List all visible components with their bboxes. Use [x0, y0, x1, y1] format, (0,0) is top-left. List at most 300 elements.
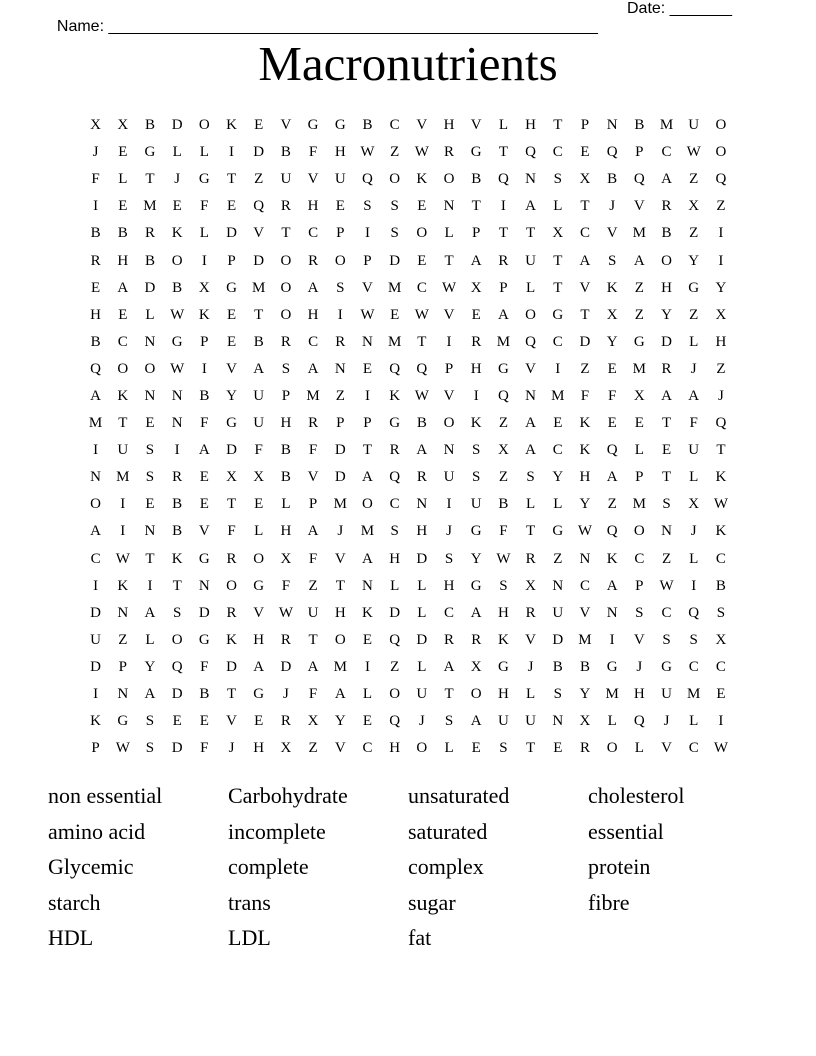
grid-letter: L: [417, 604, 427, 621]
grid-letter: A: [198, 442, 210, 459]
grid-letter: H: [579, 469, 591, 486]
grid-letter: H: [389, 550, 401, 567]
grid-letter: R: [144, 225, 155, 242]
grid-letter: R: [226, 604, 237, 621]
grid-letter: L: [634, 442, 644, 459]
grid-letter: D: [171, 117, 183, 134]
grid-letter: Y: [144, 658, 156, 675]
grid-letter: U: [280, 171, 292, 188]
grid-letter: S: [553, 171, 562, 188]
grid-letter: U: [525, 252, 537, 269]
grid-letter: Z: [335, 387, 345, 404]
grid-letter: Z: [580, 360, 590, 377]
grid-letter: D: [280, 658, 292, 675]
word-list-item: trans: [228, 889, 271, 915]
grid-letter: H: [661, 279, 672, 296]
grid-letter: N: [606, 117, 618, 134]
grid-letter: E: [417, 252, 427, 269]
grid-letter: E: [172, 713, 182, 730]
grid-letter: L: [417, 658, 427, 675]
grid-letter: N: [144, 387, 156, 404]
grid-letter: R: [498, 252, 509, 269]
grid-letter: C: [552, 442, 563, 459]
grid-letter: A: [470, 604, 482, 621]
grid-letter: O: [470, 686, 482, 703]
grid-letter: I: [446, 333, 452, 350]
grid-letter: S: [499, 577, 508, 594]
grid-letter: Z: [634, 279, 644, 296]
grid-letter: M: [687, 686, 701, 703]
grid-letter: F: [281, 577, 291, 594]
grid-letter: R: [444, 144, 455, 161]
grid-letter: H: [90, 306, 102, 323]
grid-letter: Q: [715, 415, 727, 432]
grid-letter: K: [171, 225, 183, 242]
grid-letter: L: [145, 631, 155, 648]
grid-letter: T: [553, 117, 563, 134]
word-list-item: non essential: [48, 783, 163, 808]
grid-letter: D: [90, 658, 102, 675]
grid-letter: U: [525, 713, 537, 730]
grid-letter: L: [634, 740, 644, 757]
grid-letter: U: [90, 631, 102, 648]
grid-letter: O: [90, 496, 102, 513]
grid-letter: L: [281, 496, 291, 513]
grid-letter: J: [527, 658, 534, 675]
grid-letter: L: [444, 225, 454, 242]
grid-letter: S: [607, 252, 617, 269]
grid-letter: O: [633, 523, 645, 540]
grid-letter: R: [280, 198, 291, 215]
grid-letter: Q: [389, 469, 401, 486]
grid-letter: J: [663, 713, 670, 730]
grid-letter: H: [443, 117, 455, 134]
letter-grid: [82, 112, 735, 762]
grid-letter: V: [198, 523, 210, 540]
worksheet-header: [48, 0, 748, 35]
grid-letter: E: [226, 198, 237, 215]
grid-letter: G: [606, 658, 618, 675]
grid-letter: W: [170, 360, 185, 377]
grid-letter: R: [471, 631, 482, 648]
grid-letter: A: [362, 550, 373, 567]
grid-letter: U: [470, 496, 482, 513]
grid-letter: R: [525, 604, 536, 621]
grid-letter: Z: [390, 658, 400, 675]
grid-letter: V: [416, 117, 428, 134]
grid-letter: I: [120, 523, 126, 540]
grid-letter: N: [362, 333, 373, 350]
grid-letter: X: [226, 469, 237, 486]
page-title: Macronutrients: [258, 36, 558, 91]
grid-letter: Z: [607, 496, 617, 513]
grid-letter: H: [633, 686, 645, 703]
grid-letter: I: [364, 225, 370, 242]
grid-letter: G: [226, 279, 237, 296]
word-list-item: starch: [48, 889, 101, 915]
grid-letter: C: [308, 225, 319, 242]
grid-letter: F: [200, 415, 209, 432]
grid-letter: D: [226, 442, 237, 459]
grid-letter: I: [364, 658, 370, 675]
grid-letter: H: [497, 604, 509, 621]
grid-letter: J: [418, 713, 425, 730]
grid-letter: H: [253, 740, 265, 757]
grid-letter: R: [226, 550, 237, 567]
grid-letter: M: [387, 333, 402, 350]
grid-letter: S: [553, 686, 562, 703]
grid-letter: B: [416, 415, 427, 432]
grid-letter: V: [443, 306, 455, 323]
grid-letter: Y: [661, 306, 672, 323]
grid-letter: H: [715, 333, 727, 350]
grid-letter: R: [416, 469, 427, 486]
grid-letter: X: [688, 198, 700, 215]
grid-letter: D: [334, 469, 346, 486]
grid-letter: S: [472, 442, 481, 459]
grid-letter: G: [117, 713, 129, 730]
word-list-item: HDL: [48, 925, 94, 951]
grid-letter: K: [117, 387, 129, 404]
grid-letter: O: [253, 550, 265, 567]
grid-letter: Q: [525, 333, 537, 350]
grid-letter: I: [229, 144, 235, 161]
grid-letter: O: [389, 686, 401, 703]
grid-letter: S: [145, 713, 155, 730]
grid-letter: L: [526, 496, 536, 513]
grid-letter: Q: [715, 171, 727, 188]
grid-letter: K: [416, 171, 428, 188]
grid-letter: B: [280, 442, 291, 459]
grid-letter: R: [90, 252, 101, 269]
grid-letter: X: [117, 117, 129, 134]
grid-letter: C: [688, 740, 699, 757]
grid-letter: M: [605, 686, 619, 703]
grid-letter: T: [362, 442, 373, 459]
grid-letter: U: [253, 415, 265, 432]
grid-letter: T: [661, 469, 672, 486]
grid-letter: E: [145, 496, 155, 513]
grid-letter: P: [444, 360, 454, 377]
grid-letter: F: [607, 387, 617, 404]
grid-letter: U: [253, 387, 265, 404]
grid-letter: X: [198, 279, 210, 296]
grid-letter: E: [362, 713, 373, 730]
grid-letter: A: [307, 360, 319, 377]
grid-letter: U: [334, 171, 346, 188]
grid-letter: L: [362, 686, 373, 703]
grid-letter: X: [688, 496, 700, 513]
grid-letter: R: [661, 198, 672, 215]
grid-letter: A: [688, 387, 700, 404]
grid-letter: O: [416, 225, 428, 242]
grid-letter: J: [690, 523, 697, 540]
word-list-item: unsaturated: [408, 783, 510, 808]
grid-letter: E: [254, 713, 264, 730]
grid-letter: E: [607, 415, 617, 432]
grid-letter: D: [144, 279, 156, 296]
grid-letter: Z: [661, 550, 672, 567]
grid-letter: K: [579, 442, 591, 459]
grid-letter: I: [473, 387, 479, 404]
grid-letter: E: [607, 360, 617, 377]
grid-letter: Z: [716, 360, 726, 377]
grid-letter: B: [90, 333, 101, 350]
grid-letter: A: [307, 279, 319, 296]
grid-letter: X: [280, 550, 292, 567]
grid-letter: F: [200, 198, 209, 215]
grid-letter: Q: [606, 144, 618, 161]
grid-letter: H: [117, 252, 129, 269]
grid-letter: P: [91, 740, 100, 757]
grid-letter: K: [497, 631, 509, 648]
grid-letter: Z: [716, 198, 726, 215]
grid-letter: E: [226, 333, 237, 350]
grid-letter: G: [552, 523, 564, 540]
grid-letter: Q: [171, 658, 183, 675]
grid-letter: H: [307, 198, 319, 215]
grid-letter: M: [306, 387, 320, 404]
grid-letter: J: [609, 198, 616, 215]
grid-letter: D: [416, 631, 428, 648]
grid-letter: A: [307, 523, 319, 540]
grid-letter: V: [334, 550, 346, 567]
grid-letter: W: [414, 387, 429, 404]
grid-letter: W: [496, 550, 511, 567]
grid-letter: F: [200, 658, 209, 675]
grid-letter: B: [579, 658, 590, 675]
grid-letter: F: [91, 171, 100, 188]
grid-letter: I: [609, 631, 615, 648]
grid-letter: S: [363, 198, 372, 215]
grid-letter: L: [254, 523, 264, 540]
grid-letter: G: [470, 144, 482, 161]
grid-letter: B: [498, 496, 509, 513]
grid-letter: P: [336, 415, 345, 432]
grid-letter: A: [661, 171, 672, 188]
grid-letter: E: [254, 496, 264, 513]
word-list-item: LDL: [228, 925, 271, 951]
grid-letter: R: [280, 713, 291, 730]
grid-letter: S: [336, 279, 345, 296]
grid-letter: V: [470, 117, 482, 134]
grid-letter: B: [144, 252, 155, 269]
grid-letter: D: [253, 252, 265, 269]
grid-letter: Z: [390, 144, 400, 161]
grid-letter: J: [636, 658, 643, 675]
grid-letter: I: [718, 252, 724, 269]
grid-letter: S: [145, 469, 155, 486]
grid-letter: A: [416, 442, 428, 459]
grid-letter: C: [117, 333, 128, 350]
grid-letter: S: [635, 604, 644, 621]
grid-letter: P: [118, 658, 127, 675]
grid-letter: R: [661, 360, 672, 377]
grid-letter: R: [389, 442, 400, 459]
grid-letter: X: [90, 117, 102, 134]
grid-letter: B: [552, 658, 563, 675]
grid-letter: V: [226, 360, 237, 377]
grid-letter: L: [607, 713, 617, 730]
grid-letter: K: [198, 306, 210, 323]
grid-letter: V: [525, 360, 537, 377]
grid-letter: H: [497, 686, 509, 703]
grid-letter: W: [360, 306, 375, 323]
grid-letter: F: [308, 442, 318, 459]
grid-letter: Y: [688, 252, 700, 269]
grid-letter: L: [199, 225, 209, 242]
grid-letter: K: [470, 415, 482, 432]
grid-letter: T: [254, 306, 264, 323]
grid-letter: M: [333, 496, 347, 513]
grid-letter: E: [553, 740, 563, 757]
grid-letter: W: [441, 279, 457, 296]
grid-letter: D: [226, 658, 237, 675]
grid-letter: Y: [552, 469, 564, 486]
word-list-item: complete: [228, 854, 309, 880]
grid-letter: A: [606, 577, 618, 594]
grid-letter: H: [525, 117, 537, 134]
grid-letter: N: [416, 496, 428, 513]
grid-letter: B: [172, 279, 183, 296]
grid-letter: G: [470, 577, 482, 594]
grid-letter: K: [389, 387, 401, 404]
grid-letter: A: [606, 469, 618, 486]
grid-letter: P: [227, 252, 236, 269]
grid-letter: I: [500, 198, 506, 215]
grid-letter: I: [201, 360, 207, 377]
grid-letter: Z: [689, 306, 699, 323]
grid-letter: M: [360, 523, 375, 540]
grid-letter: L: [553, 198, 563, 215]
grid-letter: T: [417, 333, 427, 350]
grid-letter: W: [360, 144, 375, 161]
grid-letter: A: [117, 279, 129, 296]
grid-letter: B: [144, 117, 155, 134]
grid-letter: Z: [308, 577, 318, 594]
grid-letter: E: [471, 306, 481, 323]
word-list-item: fibre: [588, 889, 630, 915]
grid-letter: S: [145, 442, 155, 459]
grid-letter: F: [308, 144, 318, 161]
grid-letter: K: [90, 713, 102, 730]
grid-letter: F: [200, 740, 209, 757]
grid-letter: D: [552, 631, 564, 648]
grid-letter: L: [417, 577, 427, 594]
grid-letter: M: [578, 631, 592, 648]
grid-letter: W: [659, 577, 674, 594]
grid-letter: V: [280, 117, 292, 134]
grid-letter: L: [689, 333, 699, 350]
grid-letter: W: [414, 306, 429, 323]
grid-letter: D: [226, 225, 237, 242]
grid-letter: G: [144, 144, 156, 161]
grid-letter: K: [715, 523, 727, 540]
grid-letter: Y: [226, 387, 237, 404]
grid-letter: I: [147, 577, 153, 594]
grid-letter: O: [280, 279, 292, 296]
grid-letter: W: [577, 523, 593, 540]
grid-letter: L: [689, 550, 699, 567]
grid-letter: G: [389, 415, 401, 432]
grid-letter: G: [334, 117, 346, 134]
grid-letter: B: [172, 523, 183, 540]
grid-letter: I: [691, 577, 697, 594]
grid-letter: V: [579, 279, 591, 296]
grid-letter: Q: [606, 442, 618, 459]
grid-letter: O: [280, 306, 292, 323]
grid-letter: N: [552, 713, 564, 730]
grid-letter: A: [443, 658, 455, 675]
word-list-item: complex: [408, 854, 484, 880]
grid-letter: N: [334, 360, 346, 377]
word-list-item: sugar: [408, 889, 456, 915]
grid-letter: M: [116, 469, 130, 486]
grid-letter: N: [606, 604, 618, 621]
grid-letter: Q: [497, 171, 509, 188]
grid-letter: T: [498, 225, 508, 242]
grid-letter: Z: [689, 225, 699, 242]
grid-letter: K: [606, 279, 618, 296]
grid-letter: I: [93, 442, 99, 459]
grid-letter: X: [307, 713, 319, 730]
grid-letter: Y: [715, 279, 727, 296]
grid-letter: O: [171, 631, 183, 648]
grid-letter: W: [115, 550, 130, 567]
grid-letter: M: [387, 279, 402, 296]
grid-letter: L: [689, 469, 699, 486]
grid-letter: G: [661, 658, 672, 675]
word-list-item: essential: [588, 818, 664, 844]
grid-letter: A: [253, 360, 265, 377]
grid-letter: Q: [497, 387, 509, 404]
grid-letter: O: [334, 252, 346, 269]
grid-letter: B: [634, 117, 645, 134]
grid-letter: J: [282, 686, 289, 703]
grid-letter: W: [414, 144, 429, 161]
grid-letter: D: [389, 604, 401, 621]
grid-letter: L: [689, 713, 699, 730]
grid-letter: W: [713, 740, 728, 757]
grid-letter: C: [552, 144, 563, 161]
grid-letter: E: [172, 198, 182, 215]
grid-letter: F: [689, 415, 698, 432]
grid-letter: O: [416, 740, 428, 757]
grid-letter: N: [171, 387, 183, 404]
grid-letter: B: [607, 171, 618, 188]
grid-letter: S: [526, 469, 535, 486]
grid-letter: V: [253, 225, 265, 242]
grid-letter: I: [93, 198, 99, 215]
word-list-item: amino acid: [48, 818, 146, 844]
grid-letter: E: [553, 415, 563, 432]
grid-letter: A: [307, 658, 319, 675]
grid-letter: X: [606, 306, 618, 323]
grid-letter: E: [390, 306, 400, 323]
grid-letter: T: [526, 740, 536, 757]
grid-letter: K: [117, 577, 129, 594]
grid-letter: T: [580, 306, 590, 323]
grid-letter: T: [145, 171, 155, 188]
word-list-item: saturated: [408, 818, 488, 844]
grid-letter: X: [470, 658, 482, 675]
grid-letter: P: [363, 252, 372, 269]
grid-letter: X: [715, 306, 727, 323]
grid-letter: O: [715, 144, 727, 161]
grid-letter: C: [416, 279, 427, 296]
grid-letter: F: [254, 442, 263, 459]
grid-letter: E: [417, 198, 427, 215]
